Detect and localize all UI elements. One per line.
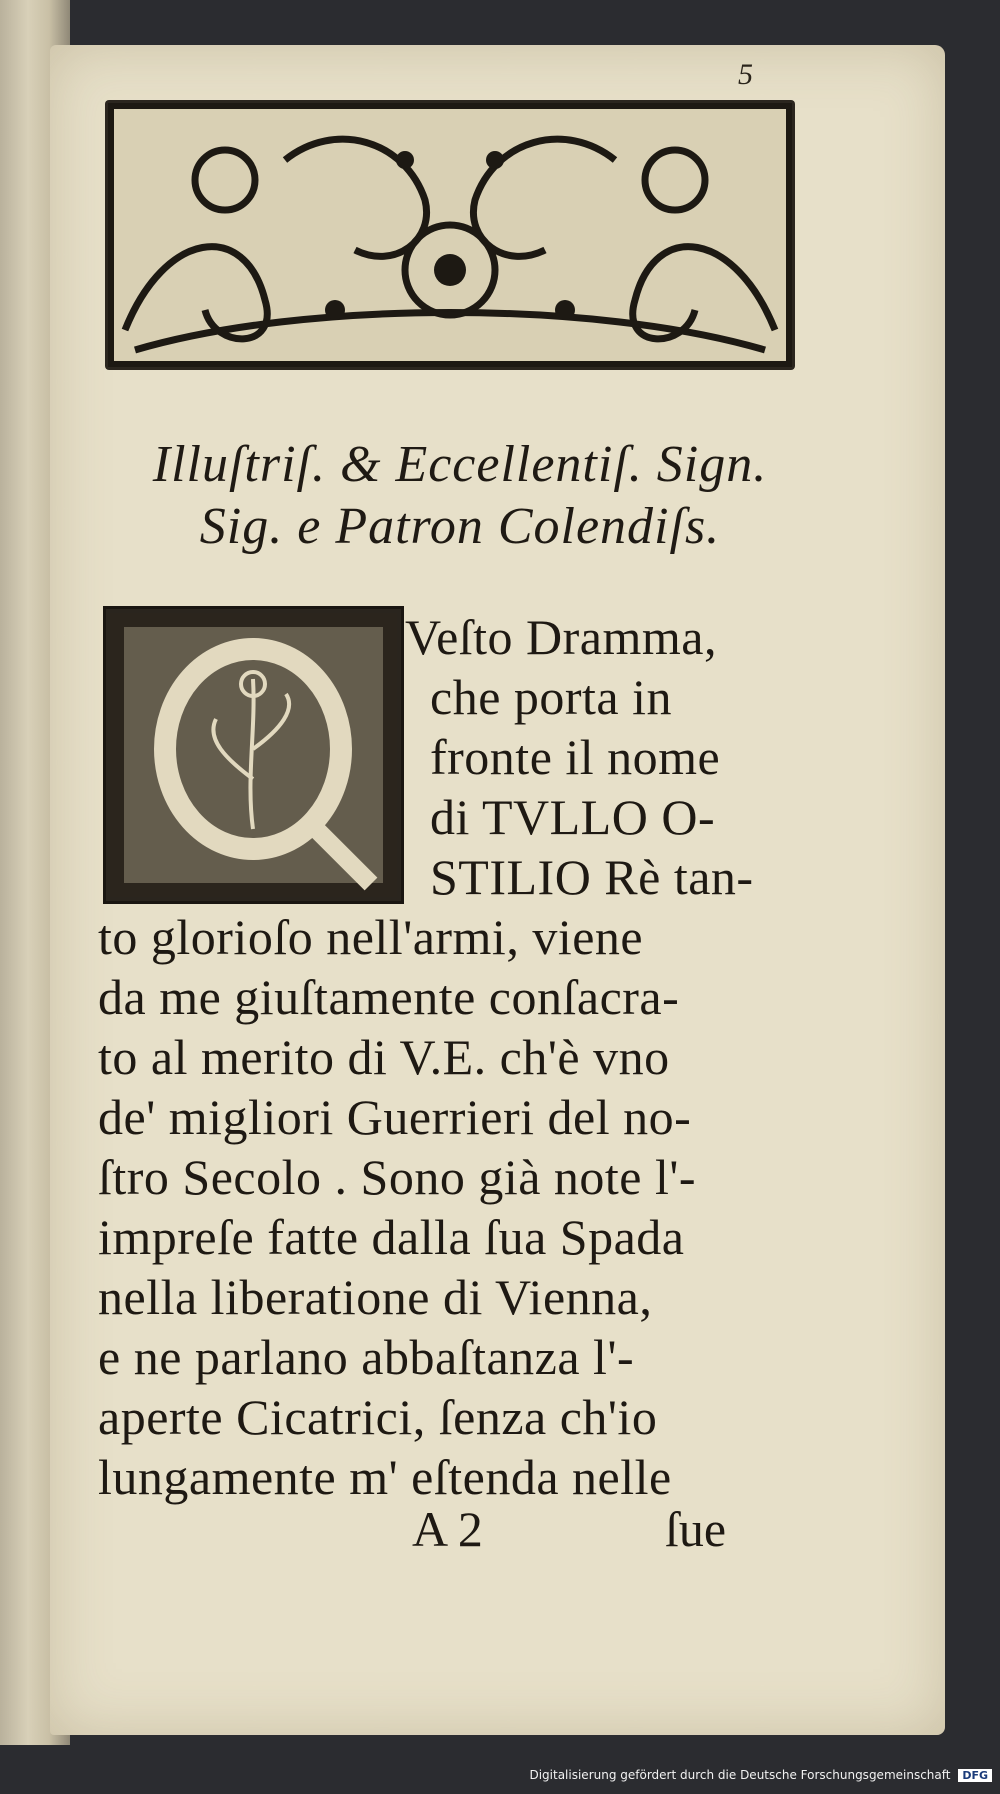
text-line-7: da me giuſtamente conſacra-: [98, 969, 680, 1025]
dfg-logo-icon: DFG: [958, 1769, 992, 1782]
dedication-heading-line-1: Illuſtriſ. & Eccellentiſ. Sign.: [152, 436, 768, 493]
signature-mark: A 2: [412, 1501, 483, 1557]
text-line-10: ſtro Secolo . Sono già note l'-: [98, 1149, 697, 1205]
text-line-2: che porta in: [430, 669, 673, 725]
text-line-1: Veſto Dramma,: [405, 609, 717, 665]
text-line-8: to al merito di V.E. ch'è vno: [98, 1029, 670, 1085]
text-line-15: lungamente m' eſtenda nelle: [98, 1449, 672, 1505]
text-line-5: STILIO Rè tan-: [430, 849, 754, 905]
text-line-11: impreſe fatte dalla ſua Spada: [98, 1209, 685, 1265]
text-line-6: to glorioſo nell'armi, viene: [98, 909, 644, 965]
dedication-heading-line-2: Sig. e Patron Colendiſs.: [199, 498, 721, 555]
text-line-14: aperte Cicatrici, ſenza ch'io: [98, 1389, 658, 1445]
catchword: ſue: [665, 1501, 727, 1557]
folio-number: 5: [738, 58, 753, 91]
digitization-credit: [529, 1768, 992, 1782]
woodcut-headpiece: [105, 100, 795, 370]
text-line-13: e ne parlano abbaſtanza l'-: [98, 1329, 635, 1385]
credit-text: Digitalisierung gefördert durch die Deutsche Forschungsgemeinschaft: [529, 1768, 951, 1782]
text-line-4: di TVLLO O-: [430, 789, 716, 845]
text-line-3: fronte il nome: [430, 729, 721, 785]
decorated-initial-q: [103, 606, 404, 904]
text-line-9: de' migliori Guerrieri del no-: [98, 1089, 692, 1145]
text-line-12: nella liberatione di Vienna,: [98, 1269, 653, 1325]
